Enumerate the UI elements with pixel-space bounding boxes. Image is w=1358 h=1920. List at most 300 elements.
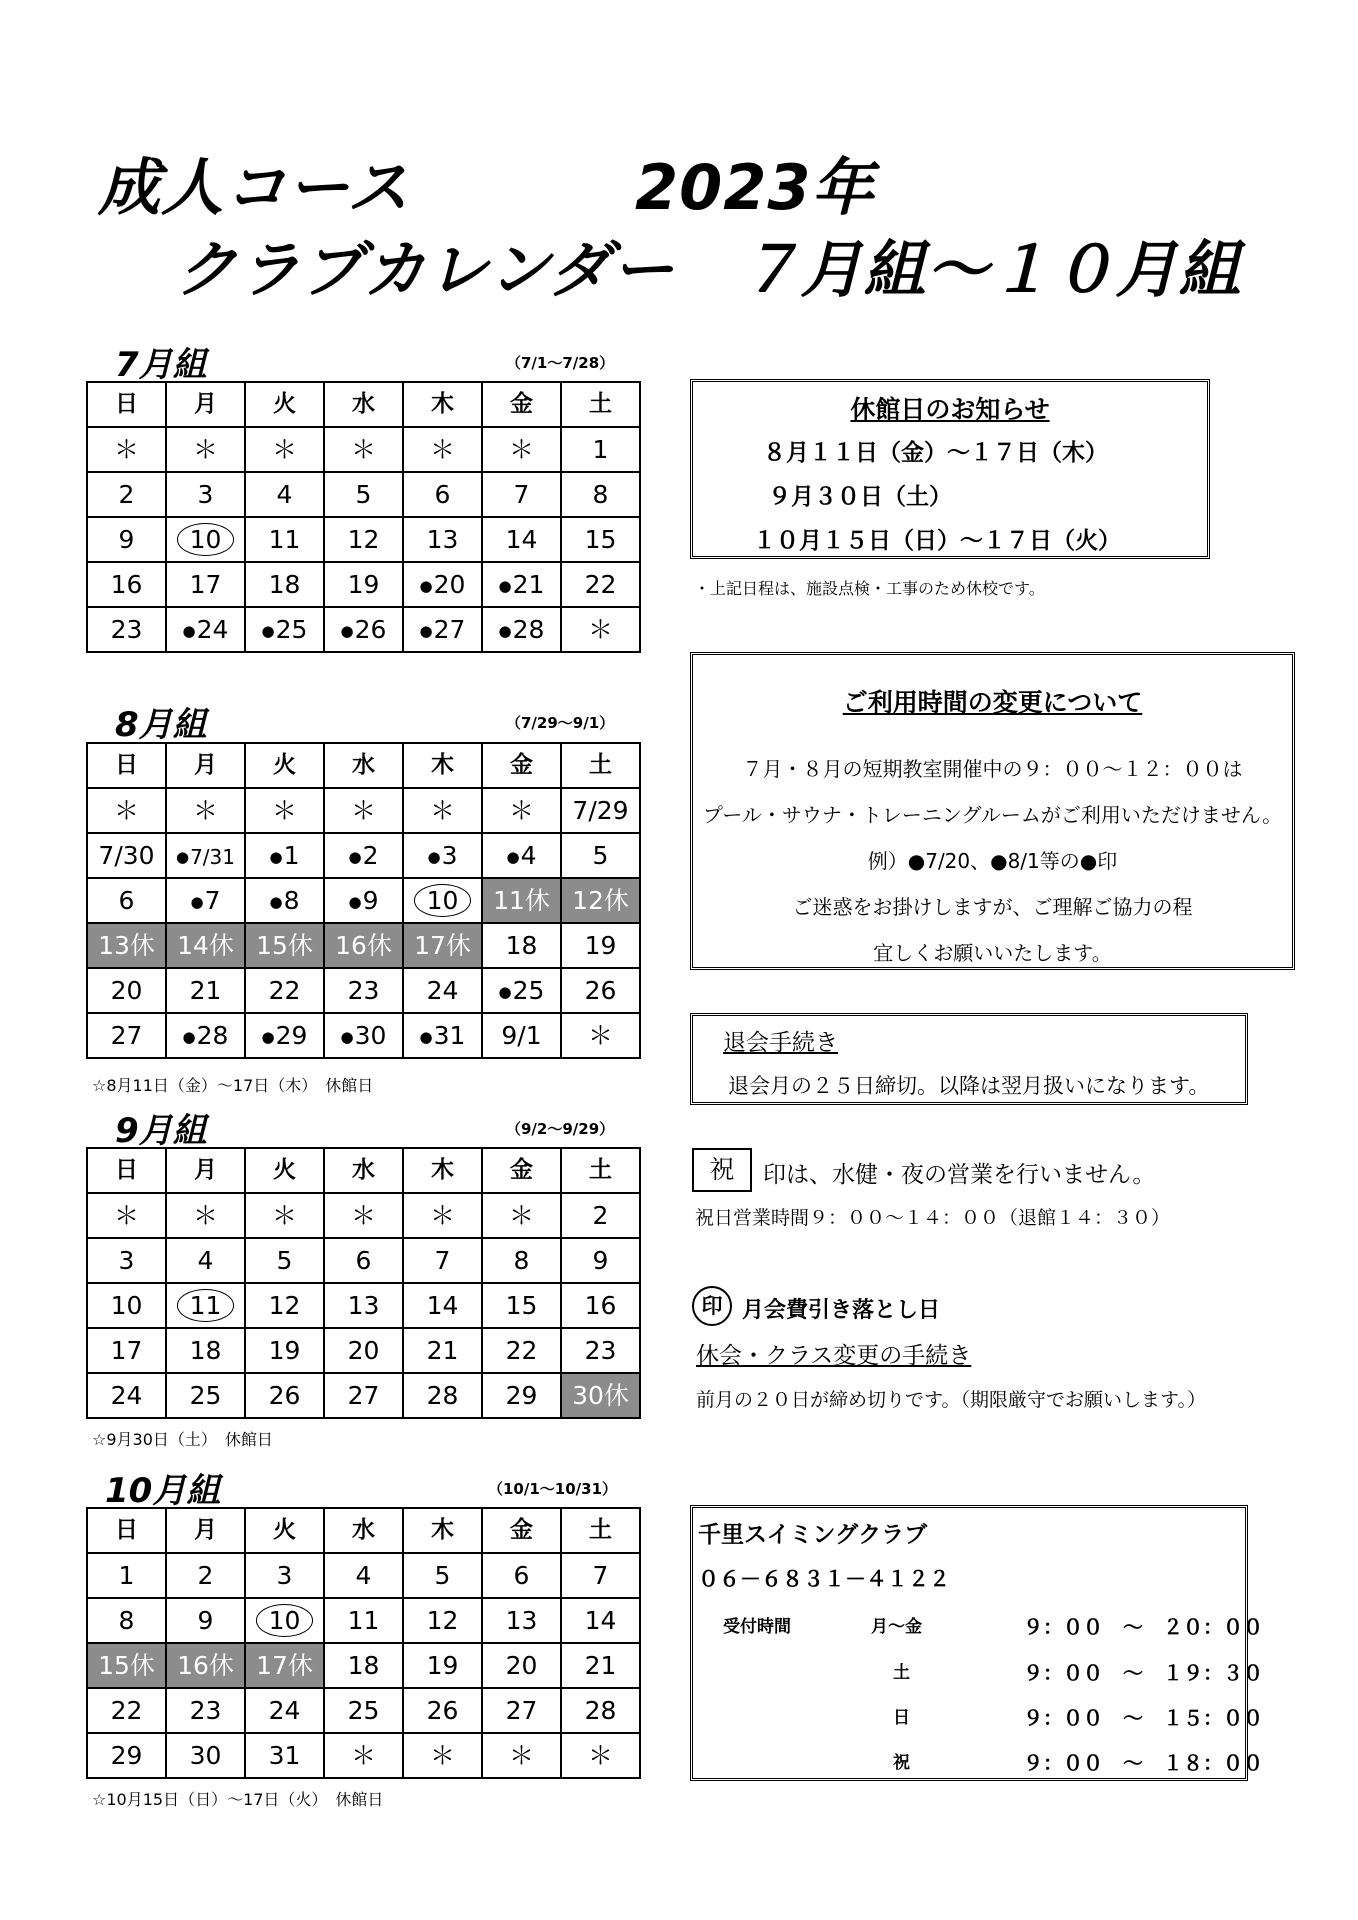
day-number: ＊	[508, 796, 534, 825]
day-number: 9/1	[501, 1021, 542, 1050]
day-number: 31	[268, 1741, 301, 1770]
weekday-header: 水	[324, 1148, 403, 1193]
short-course-dot-icon: ●	[498, 621, 512, 640]
day-cell	[403, 1013, 482, 1058]
day-cell	[166, 1373, 245, 1418]
short-course-dot-icon: ●	[506, 847, 520, 866]
day-cell	[245, 788, 324, 833]
day-number: ＊	[350, 796, 376, 825]
day-number: 22	[584, 570, 617, 599]
day-cell	[324, 833, 403, 878]
title-line2: クラブカレンダー ７月組～１０月組	[175, 233, 1242, 306]
day-cell	[403, 1328, 482, 1373]
day-number: ＊	[429, 1741, 455, 1770]
weekday-header: 月	[166, 1508, 245, 1553]
day-cell	[561, 1733, 640, 1778]
day-number: 4	[197, 1246, 214, 1275]
day-cell	[561, 607, 640, 652]
closure-line2: ９月３０日（土）	[768, 484, 952, 510]
day-number: 3	[441, 841, 458, 870]
day-cell	[324, 1643, 403, 1688]
day-number: 23	[584, 1336, 617, 1365]
day-number: 19	[584, 931, 617, 960]
day-cell	[324, 788, 403, 833]
short-course-dot-icon: ●	[427, 847, 441, 866]
day-number: 18	[189, 1336, 222, 1365]
day-cell	[482, 1283, 561, 1328]
day-number: 21	[189, 976, 222, 1005]
calendar-week-row	[87, 1553, 640, 1598]
weekday-header-row	[87, 1148, 640, 1193]
day-cell	[324, 1238, 403, 1283]
day-number: 7	[513, 480, 530, 509]
calendar-grid-july	[86, 381, 641, 653]
short-course-dot-icon: ●	[261, 621, 275, 640]
day-number: 26	[584, 976, 617, 1005]
usage-line5: 宜しくお願いいたします。	[873, 941, 1112, 965]
day-cell	[482, 1553, 561, 1598]
day-cell	[87, 1283, 166, 1328]
day-cell	[245, 833, 324, 878]
weekday-header: 水	[324, 743, 403, 788]
day-cell	[245, 517, 324, 562]
day-number: 9	[118, 525, 135, 554]
day-cell	[482, 1013, 561, 1058]
day-number: 9	[362, 886, 379, 915]
day-number: 29	[505, 1381, 538, 1410]
closed-day-cell	[166, 923, 245, 968]
calendar-range-october: （10/1～10/31）	[488, 1480, 618, 1498]
day-cell	[245, 968, 324, 1013]
calendar-week-row	[87, 1283, 640, 1328]
short-course-dot-icon: ●	[348, 847, 362, 866]
weekday-header: 水	[324, 1508, 403, 1553]
day-number: 7	[204, 886, 221, 915]
day-cell	[482, 1193, 561, 1238]
day-number: ＊	[192, 796, 218, 825]
day-number: 29	[275, 1021, 308, 1050]
day-cell	[403, 562, 482, 607]
hours-day-saturday: 土	[893, 1663, 910, 1683]
day-number: 30休	[572, 1381, 629, 1410]
day-number: 18	[505, 931, 538, 960]
day-cell	[245, 1193, 324, 1238]
day-number: 24	[196, 615, 229, 644]
day-cell	[482, 923, 561, 968]
day-number: 22	[110, 1696, 143, 1725]
day-number: 14	[584, 1606, 617, 1635]
calendar-range-august: （7/29～9/1）	[506, 714, 615, 732]
weekday-header: 日	[87, 1148, 166, 1193]
holiday-text: 印は、水健・夜の営業を行いません。	[763, 1162, 1156, 1188]
day-number: 11休	[493, 886, 550, 915]
day-number: 11	[347, 1606, 380, 1635]
day-cell	[166, 562, 245, 607]
closed-day-cell	[166, 1643, 245, 1688]
day-number: 4	[355, 1561, 372, 1590]
day-cell	[87, 878, 166, 923]
day-number: 13	[505, 1606, 538, 1635]
club-phone: ０６－６８３１－４１２２	[698, 1567, 950, 1591]
day-cell	[403, 1598, 482, 1643]
club-info-box	[690, 1505, 1263, 1781]
title-line1: 成人コース	[98, 151, 410, 224]
day-number: 12	[426, 1606, 459, 1635]
weekday-header: 火	[245, 1148, 324, 1193]
day-number: 7/29	[572, 796, 629, 825]
day-number: 2	[362, 841, 379, 870]
day-number: 27	[110, 1021, 143, 1050]
day-cell	[87, 1013, 166, 1058]
day-cell	[403, 1733, 482, 1778]
day-cell	[482, 1643, 561, 1688]
hours-time-holiday: ９：００ ～ １８：００	[1023, 1751, 1263, 1775]
closed-day-cell	[87, 923, 166, 968]
fee-mark-icon: 印	[692, 1286, 732, 1326]
day-cell	[324, 472, 403, 517]
day-number: 25	[189, 1381, 222, 1410]
day-cell	[87, 1238, 166, 1283]
day-number: ＊	[350, 435, 376, 464]
day-cell	[324, 1688, 403, 1733]
calendar-footnote-august: ☆8月11日（金）～17日（木） 休館日	[92, 1076, 374, 1095]
day-number: ＊	[508, 1201, 534, 1230]
day-cell	[561, 788, 640, 833]
day-cell	[324, 878, 403, 923]
day-number: 30	[354, 1021, 387, 1050]
short-course-dot-icon: ●	[261, 1027, 275, 1046]
day-cell	[561, 562, 640, 607]
day-number: 27	[433, 615, 466, 644]
day-number: 29	[110, 1741, 143, 1770]
fee-day-circled-number: 10	[256, 1604, 314, 1637]
day-number: 7	[434, 1246, 451, 1275]
day-cell	[403, 427, 482, 472]
day-number: 19	[347, 570, 380, 599]
day-number: 15休	[256, 931, 313, 960]
calendar-range-september: （9/2～9/29）	[506, 1120, 615, 1138]
day-number: 26	[354, 615, 387, 644]
usage-title: ご利用時間の変更について	[842, 688, 1143, 717]
day-number: 24	[268, 1696, 301, 1725]
day-number: 26	[426, 1696, 459, 1725]
day-number: ＊	[429, 1201, 455, 1230]
closure-notice-box	[690, 379, 1210, 559]
day-number: 25	[347, 1696, 380, 1725]
day-number: 5	[434, 1561, 451, 1590]
day-cell	[561, 1643, 640, 1688]
day-number: 28	[584, 1696, 617, 1725]
day-cell	[166, 1238, 245, 1283]
weekday-header: 木	[403, 743, 482, 788]
leave-text: 前月の２０日が締め切りです。（期限厳守でお願いします。）	[696, 1389, 1206, 1411]
holiday-hours: 祝日営業時間９：００～１４：００（退館１４：３０）	[695, 1207, 1171, 1229]
day-number: 23	[347, 976, 380, 1005]
day-number: 16休	[177, 1651, 234, 1680]
short-course-dot-icon: ●	[348, 892, 362, 911]
day-number: ＊	[587, 615, 613, 644]
weekday-header: 月	[166, 382, 245, 427]
day-number: 1	[283, 841, 300, 870]
day-cell	[561, 517, 640, 562]
calendar-week-row	[87, 878, 640, 923]
day-cell	[324, 1598, 403, 1643]
day-number: ＊	[192, 435, 218, 464]
weekday-header: 木	[403, 1508, 482, 1553]
day-number: 9	[197, 1606, 214, 1635]
day-cell	[166, 788, 245, 833]
weekday-header: 水	[324, 382, 403, 427]
day-cell	[561, 833, 640, 878]
day-number: 18	[268, 570, 301, 599]
day-cell	[87, 607, 166, 652]
closed-day-cell	[403, 923, 482, 968]
closed-day-cell	[482, 878, 561, 923]
short-course-dot-icon: ●	[498, 576, 512, 595]
calendar-week-row	[87, 607, 640, 652]
day-cell	[482, 968, 561, 1013]
day-cell	[561, 1598, 640, 1643]
day-number: 24	[110, 1381, 143, 1410]
day-cell	[245, 607, 324, 652]
calendar-week-row	[87, 923, 640, 968]
weekday-header: 土	[561, 743, 640, 788]
day-cell	[482, 1598, 561, 1643]
day-number: 13	[347, 1291, 380, 1320]
day-number: 14	[505, 525, 538, 554]
day-number: ＊	[508, 435, 534, 464]
short-course-dot-icon: ●	[269, 892, 283, 911]
day-cell	[166, 1688, 245, 1733]
calendar-week-row	[87, 1328, 640, 1373]
day-cell	[324, 1283, 403, 1328]
day-cell	[324, 1373, 403, 1418]
day-number: 17	[110, 1336, 143, 1365]
hours-day-weekday: 月～金	[871, 1617, 922, 1637]
day-number: 3	[276, 1561, 293, 1590]
day-cell	[324, 1193, 403, 1238]
day-cell	[87, 968, 166, 1013]
weekday-header: 土	[561, 382, 640, 427]
weekday-header: 土	[561, 1508, 640, 1553]
usage-line2: プール・サウナ・トレーニングルームがご利用いただけません。	[702, 803, 1283, 827]
club-name: 千里スイミングクラブ	[698, 1522, 928, 1548]
hours-time-weekday: ９：００ ～ ２０：００	[1023, 1615, 1263, 1639]
usage-line4: ご迷惑をお掛けしますが、ご理解ご協力の程	[792, 895, 1193, 919]
day-number: 16休	[335, 931, 392, 960]
weekday-header: 火	[245, 382, 324, 427]
weekday-header: 木	[403, 382, 482, 427]
day-number: 8	[513, 1246, 530, 1275]
day-cell	[482, 517, 561, 562]
day-cell	[482, 833, 561, 878]
day-number: 13	[426, 525, 459, 554]
short-course-dot-icon: ●	[175, 847, 190, 866]
day-cell	[482, 427, 561, 472]
day-number: 12	[347, 525, 380, 554]
closed-day-cell	[245, 1643, 324, 1688]
day-cell	[166, 1193, 245, 1238]
day-cell	[245, 562, 324, 607]
weekday-header: 月	[166, 1148, 245, 1193]
short-course-dot-icon: ●	[498, 982, 512, 1001]
day-cell	[403, 878, 482, 923]
day-number: 7/31	[190, 845, 235, 869]
closure-line3: １０月１５日（日）～１７日（火）	[753, 528, 1121, 554]
day-cell	[245, 1373, 324, 1418]
day-number: 23	[110, 615, 143, 644]
day-number: 7/30	[98, 841, 155, 870]
day-number: 7	[592, 1561, 609, 1590]
day-cell	[561, 1193, 640, 1238]
day-number: 10	[110, 1291, 143, 1320]
day-number: 27	[505, 1696, 538, 1725]
calendar-week-row	[87, 1373, 640, 1418]
day-number: 19	[268, 1336, 301, 1365]
calendar-title-october: 10月組	[105, 1471, 221, 1511]
day-number: 5	[592, 841, 609, 870]
day-cell	[403, 607, 482, 652]
day-cell	[166, 1553, 245, 1598]
day-cell	[245, 1733, 324, 1778]
day-number: 6	[513, 1561, 530, 1590]
day-cell	[87, 517, 166, 562]
weekday-header: 金	[482, 743, 561, 788]
day-cell	[245, 427, 324, 472]
calendar-week-row	[87, 427, 640, 472]
calendar-title-august: 8月組	[115, 705, 207, 745]
day-cell	[482, 1328, 561, 1373]
day-cell	[245, 1598, 324, 1643]
day-cell	[324, 607, 403, 652]
closed-day-cell	[561, 878, 640, 923]
day-cell	[403, 968, 482, 1013]
calendar-week-row	[87, 833, 640, 878]
day-number: ＊	[113, 796, 139, 825]
day-number: 6	[434, 480, 451, 509]
calendar-week-row	[87, 1013, 640, 1058]
day-cell	[87, 1373, 166, 1418]
day-cell	[403, 1193, 482, 1238]
day-number: ＊	[192, 1201, 218, 1230]
day-number: 11	[268, 525, 301, 554]
day-number: 19	[426, 1651, 459, 1680]
day-number: 8	[283, 886, 300, 915]
day-number: 2	[592, 1201, 609, 1230]
day-number: ＊	[429, 435, 455, 464]
day-cell	[561, 923, 640, 968]
day-number: 1	[118, 1561, 135, 1590]
day-number: 25	[275, 615, 308, 644]
day-cell	[166, 517, 245, 562]
day-number: 5	[276, 1246, 293, 1275]
day-number: 21	[426, 1336, 459, 1365]
day-cell	[561, 968, 640, 1013]
day-number: 8	[118, 1606, 135, 1635]
short-course-dot-icon: ●	[419, 621, 433, 640]
calendar-week-row	[87, 968, 640, 1013]
day-cell	[403, 1553, 482, 1598]
day-number: 26	[268, 1381, 301, 1410]
day-cell	[245, 1688, 324, 1733]
day-cell	[87, 427, 166, 472]
hours-day-holiday: 祝	[893, 1753, 910, 1773]
usage-line3: 例）●7/20、●8/1等の●印	[867, 849, 1118, 873]
day-number: 4	[276, 480, 293, 509]
calendar-week-row	[87, 1238, 640, 1283]
day-number: 14	[426, 1291, 459, 1320]
title-year: 2023年	[635, 151, 875, 224]
day-cell	[166, 878, 245, 923]
hours-day-sunday: 日	[893, 1708, 910, 1728]
day-number: 30	[189, 1741, 222, 1770]
day-cell	[403, 472, 482, 517]
day-number: ＊	[587, 1021, 613, 1050]
calendar-grid-august	[86, 742, 641, 1059]
day-cell	[87, 1553, 166, 1598]
weekday-header: 金	[482, 1508, 561, 1553]
day-cell	[324, 427, 403, 472]
day-number: 6	[355, 1246, 372, 1275]
weekday-header: 日	[87, 1508, 166, 1553]
day-cell	[403, 1643, 482, 1688]
day-number: 17休	[414, 931, 471, 960]
day-cell	[561, 1328, 640, 1373]
day-cell	[403, 1373, 482, 1418]
weekday-header: 日	[87, 382, 166, 427]
fee-day-circled-number: 11	[177, 1289, 235, 1322]
short-course-dot-icon: ●	[419, 576, 433, 595]
day-cell	[324, 562, 403, 607]
calendar-title-july: 7月組	[115, 345, 207, 385]
weekday-header-row	[87, 1508, 640, 1553]
day-number: 21	[512, 570, 545, 599]
day-cell	[324, 517, 403, 562]
day-cell	[245, 1553, 324, 1598]
withdraw-box	[690, 1013, 1248, 1105]
day-number: ＊	[113, 1201, 139, 1230]
day-cell	[166, 833, 245, 878]
day-number: 15	[505, 1291, 538, 1320]
holiday-mark-icon: 祝	[692, 1148, 752, 1192]
weekday-header: 金	[482, 1148, 561, 1193]
day-cell	[561, 1013, 640, 1058]
day-number: 28	[426, 1381, 459, 1410]
day-number: 13休	[98, 931, 155, 960]
hours-time-saturday: ９：００ ～ １９：３０	[1023, 1661, 1263, 1685]
weekday-header: 木	[403, 1148, 482, 1193]
calendar-footnote-september: ☆9月30日（土） 休館日	[92, 1430, 273, 1449]
short-course-dot-icon: ●	[269, 847, 283, 866]
day-number: 12	[268, 1291, 301, 1320]
day-cell	[561, 427, 640, 472]
day-cell	[403, 788, 482, 833]
day-cell	[482, 1373, 561, 1418]
closed-day-cell	[245, 923, 324, 968]
day-number: 9	[592, 1246, 609, 1275]
day-cell	[166, 472, 245, 517]
day-number: 5	[355, 480, 372, 509]
weekday-header: 火	[245, 1508, 324, 1553]
calendar-week-row	[87, 1688, 640, 1733]
day-number: 1	[592, 435, 609, 464]
day-cell	[403, 1283, 482, 1328]
closed-day-cell	[87, 1643, 166, 1688]
day-cell	[482, 562, 561, 607]
short-course-dot-icon: ●	[340, 1027, 354, 1046]
day-cell	[324, 1013, 403, 1058]
fee-text: 月会費引き落とし日	[742, 1298, 941, 1323]
